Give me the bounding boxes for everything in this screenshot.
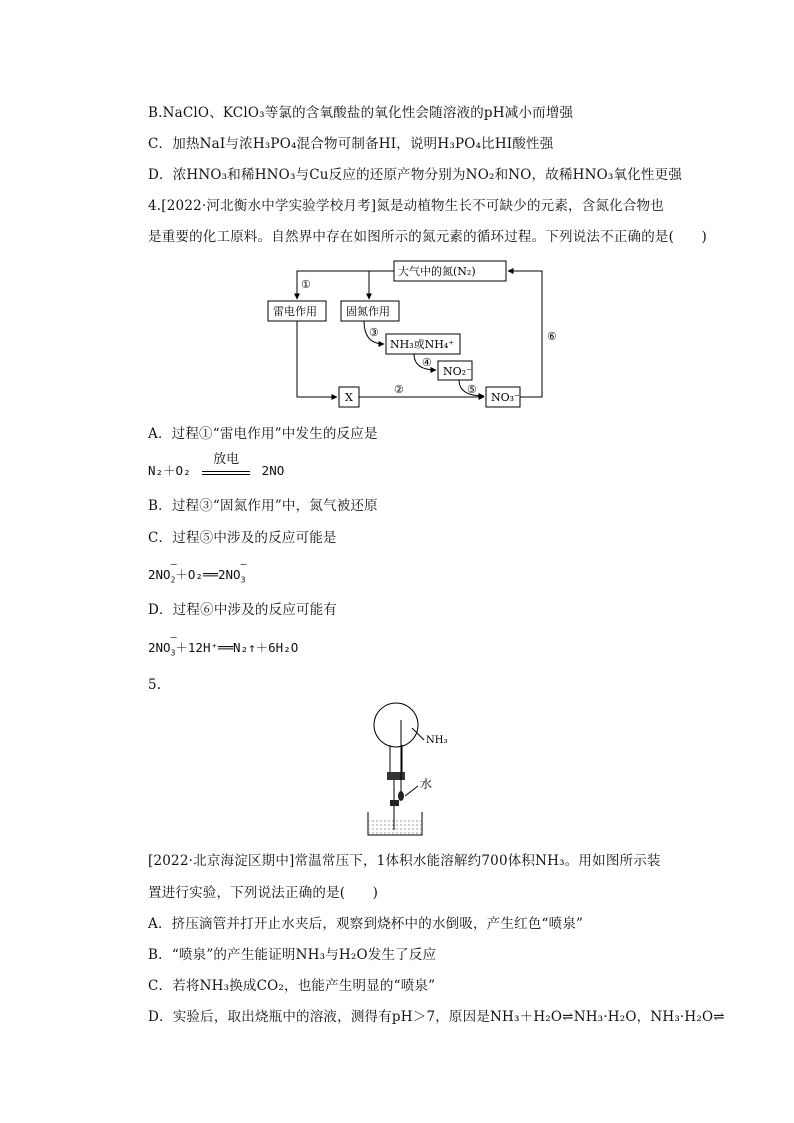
lightning-to-x-line xyxy=(297,321,337,397)
water-label: 水 xyxy=(420,777,433,791)
step-4-label: ④ xyxy=(422,356,432,369)
eq-c-part-b: 2 xyxy=(170,575,176,585)
eq-d-part-b: 3 xyxy=(170,648,176,658)
water-pointer xyxy=(405,786,418,796)
q4-stem-line1: 4.[2022·河北衡水中学实验学校月考]氮是动植物生长不可缺少的元素，含氮化合物也 xyxy=(148,198,664,214)
step-2-label: ② xyxy=(394,383,404,396)
fountain-apparatus-figure xyxy=(360,700,470,840)
q4-stem-line2: 是重要的化工原料。自然界中存在如图所示的氮元素的循环过程。下列说法不正确的是( ) xyxy=(148,229,707,245)
q5-option-a: A．挤压滴管并打开止水夹后，观察到烧杯中的水倒吸，产生红色“喷泉” xyxy=(148,916,584,932)
reaction-arrow xyxy=(202,452,250,475)
overbar-mark: – xyxy=(170,632,177,643)
eq-c-sub-b xyxy=(170,559,177,585)
q4-option-a-equation xyxy=(148,452,285,480)
nitrate-to-atmosphere-line xyxy=(508,271,542,397)
eq-c-part-d: 3 xyxy=(240,575,246,585)
q4-option-a-eq-right: 2NO xyxy=(261,463,285,478)
step-6-label: ⑥ xyxy=(547,330,557,343)
atmosphere-nitrogen-label: 大气中的氮(N₂) xyxy=(398,265,476,278)
q5-number: 5. xyxy=(148,677,162,693)
q4-option-a: A．过程①“雷电作用”中发生的反应是 xyxy=(148,426,378,442)
q3-option-d: D．浓HNO₃和稀HNO₃与Cu反应的还原产物分别为NO₂和NO，故稀HNO₃氧化性更强 xyxy=(148,167,683,183)
q4-option-c-equation xyxy=(148,559,247,585)
eq-c-part-c: ＋O₂══2NO xyxy=(175,567,241,582)
overbar-mark: – xyxy=(240,559,247,570)
q4-option-b: B．过程③“固氮作用”中，氮气被还原 xyxy=(148,498,378,514)
pinch-clamp xyxy=(390,800,399,806)
q5-option-c: C．若将NH₃换成CO₂，也能产生明显的“喷泉” xyxy=(148,978,436,994)
eq-c-part-a: 2NO xyxy=(148,567,171,582)
q4-option-d: D．过程⑥中涉及的反应可能有 xyxy=(148,602,338,618)
q5-stem-line2: 置进行实验，下列说法正确的是( ) xyxy=(148,885,379,901)
condition-label: 放电 xyxy=(213,452,240,467)
nitrate-label: NO₃⁻ xyxy=(491,391,520,404)
step-3-label: ③ xyxy=(369,326,379,339)
rubber-stopper xyxy=(387,772,405,780)
q5-option-b: B．“喷泉”的产生能证明NH₃与H₂O发生了反应 xyxy=(148,947,437,963)
flask-neck xyxy=(390,745,402,772)
round-flask xyxy=(374,703,418,747)
eq-d-part-a: 2NO xyxy=(148,640,171,655)
q3-option-b: B.NaClO、KClO₃等氯的含氧酸盐的氧化性会随溶液的pH减小而增强 xyxy=(148,105,574,121)
atmosphere-to-lightning-line xyxy=(297,271,394,299)
lightning-label: 雷电作用 xyxy=(273,305,317,318)
double-bar xyxy=(202,471,250,475)
eq-d-sub-b xyxy=(170,632,177,658)
fixation-label: 固氮作用 xyxy=(346,305,390,318)
q4-option-c: C．过程⑤中涉及的反应可能是 xyxy=(148,530,337,546)
eq-d-part-c: ＋12H⁺══N₂↑＋6H₂O xyxy=(175,640,299,655)
step-5-label: ⑤ xyxy=(467,383,477,396)
step-1-label: ① xyxy=(301,278,311,291)
ammonia-label: NH₃或NH₄⁺ xyxy=(390,338,455,351)
nh3-label: NH₃ xyxy=(426,735,448,746)
beaker-water xyxy=(369,820,421,834)
nitrite-label: NO₂⁻ xyxy=(443,365,472,378)
q3-option-c: C．加热NaI与浓H₃PO₄混合物可制备HI，说明H₃PO₄比HI酸性强 xyxy=(148,136,554,152)
q5-stem-line1: [2022·北京海淀区期中]常温常压下，1体积水能溶解约700体积NH₃。用如图所示装 xyxy=(148,853,661,869)
x-label: X xyxy=(345,391,353,404)
eq-c-sub-d xyxy=(240,559,247,585)
q4-option-a-eq-left: N₂＋O₂ xyxy=(148,463,191,478)
dropper-bulb xyxy=(398,791,404,801)
q5-option-d: D．实验后，取出烧瓶中的溶液，测得有pH＞7，原因是NH₃＋H₂O⇌NH₃·H₂O，NH₃·H₂O⇌ xyxy=(148,1009,725,1025)
nitrogen-cycle-diagram xyxy=(264,258,564,408)
overbar-mark: – xyxy=(170,559,177,570)
q4-option-d-equation xyxy=(148,632,299,658)
